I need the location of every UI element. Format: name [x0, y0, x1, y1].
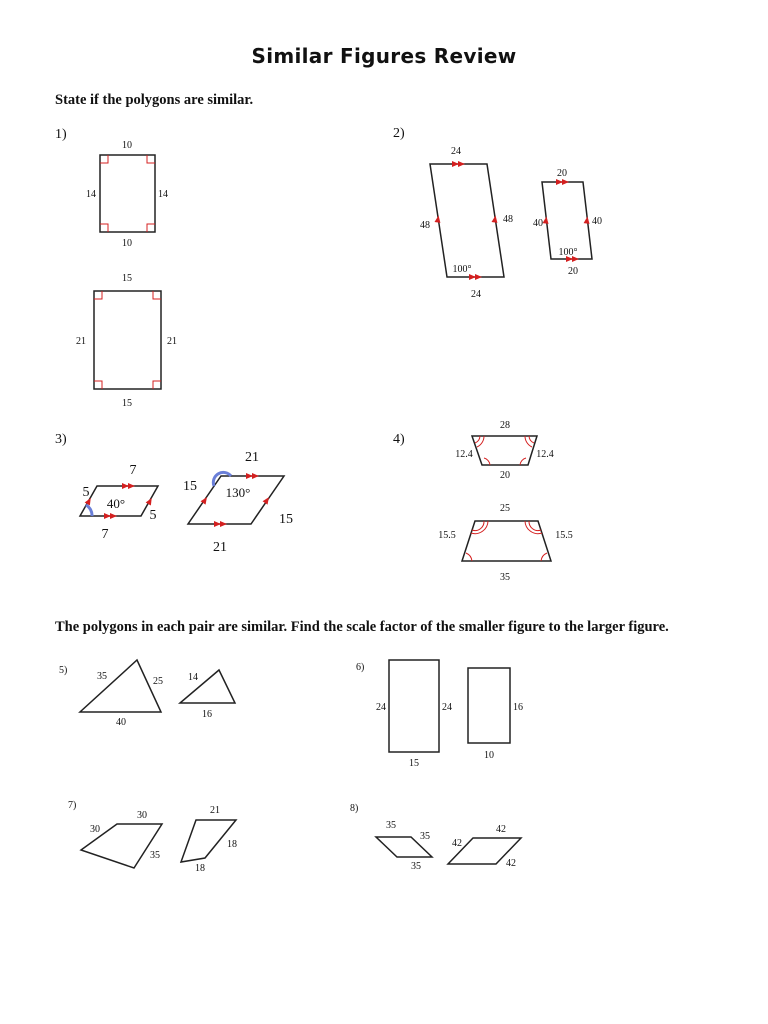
- side-label: 21: [213, 540, 227, 555]
- side-label: 30: [90, 824, 100, 835]
- side-label: 12.4: [536, 449, 554, 460]
- problem-number: 2): [393, 126, 405, 141]
- side-label: 40: [592, 216, 602, 227]
- parallelogram-b: [183, 450, 293, 555]
- side-label: 10: [122, 238, 132, 249]
- problem-number: 5): [59, 665, 68, 676]
- parallelogram-a: [80, 463, 158, 542]
- side-label: 35: [150, 850, 160, 861]
- side-label: 15.5: [555, 530, 573, 541]
- section1-instruction: State if the polygons are similar.: [55, 92, 254, 108]
- side-label: 15: [183, 479, 197, 494]
- side-label: 15: [122, 398, 132, 409]
- side-label: 15: [279, 512, 293, 527]
- angle-label: 100°: [558, 247, 578, 258]
- angle-label: 100°: [452, 264, 472, 275]
- side-label: 7: [129, 463, 137, 478]
- side-label: 10: [484, 750, 494, 761]
- problem-number: 6): [356, 662, 365, 673]
- side-label: 14: [86, 189, 96, 200]
- problem-number: 4): [393, 432, 405, 447]
- side-label: 24: [451, 146, 461, 157]
- side-label: 24: [376, 702, 386, 713]
- rectangle-a: [376, 660, 452, 769]
- rectangle-b: [468, 668, 523, 761]
- side-label: 12.4: [455, 449, 473, 460]
- problem-number: 1): [55, 127, 67, 142]
- side-label: 16: [513, 702, 523, 713]
- parallelogram-b: [448, 824, 521, 869]
- side-label: 48: [503, 214, 513, 225]
- side-label: 30: [137, 810, 147, 821]
- side-label: 21: [245, 450, 259, 465]
- parallelogram-a: [420, 146, 513, 300]
- problem-5: [59, 660, 235, 728]
- rectangle-b: [76, 273, 177, 409]
- side-label: 15: [409, 758, 419, 769]
- side-label: 25: [500, 503, 510, 514]
- problem-3: [55, 432, 293, 555]
- problem-2: [393, 126, 602, 300]
- side-label: 15: [122, 273, 132, 284]
- problem-4: [393, 420, 573, 583]
- side-label: 21: [210, 805, 220, 816]
- side-label: 21: [76, 336, 86, 347]
- angle-label: 130°: [225, 485, 251, 500]
- parallelogram-a: [376, 820, 432, 872]
- side-label: 35: [386, 820, 396, 831]
- side-label: 28: [500, 420, 510, 431]
- side-label: 25: [153, 676, 163, 687]
- section2-instruction: The polygons in each pair are similar. Find the scale factor of the smaller figure to the larger figure.: [55, 619, 669, 635]
- rectangle-a: [86, 140, 168, 249]
- side-label: 18: [227, 839, 237, 850]
- side-label: 42: [506, 858, 516, 869]
- side-label: 35: [500, 572, 510, 583]
- side-label: 24: [442, 702, 452, 713]
- side-label: 40: [116, 717, 126, 728]
- side-label: 35: [97, 671, 107, 682]
- side-label: 42: [452, 838, 462, 849]
- problem-8: [350, 803, 521, 872]
- side-label: 15.5: [438, 530, 456, 541]
- side-label: 21: [167, 336, 177, 347]
- quadrilateral-b: [181, 805, 237, 874]
- side-label: 5: [82, 485, 90, 500]
- triangle-b: [180, 670, 235, 720]
- side-label: 20: [568, 266, 578, 277]
- side-label: 40: [533, 218, 543, 229]
- problem-number: 7): [68, 800, 77, 811]
- problem-1: [55, 127, 177, 409]
- side-label: 7: [101, 527, 109, 542]
- angle-label: 40°: [106, 496, 126, 511]
- side-label: 10: [122, 140, 132, 151]
- triangle-a: [80, 660, 163, 728]
- side-label: 24: [471, 289, 481, 300]
- trapezoid-b: [438, 503, 573, 583]
- problem-number: 8): [350, 803, 359, 814]
- side-label: 18: [195, 863, 205, 874]
- side-label: 14: [188, 672, 198, 683]
- side-label: 35: [411, 861, 421, 872]
- problem-6: [356, 660, 523, 769]
- quadrilateral-a: [81, 810, 162, 868]
- side-label: 20: [500, 470, 510, 481]
- side-label: 42: [496, 824, 506, 835]
- problem-number: 3): [55, 432, 67, 447]
- side-label: 48: [420, 220, 430, 231]
- side-label: 14: [158, 189, 168, 200]
- problem-7: [68, 800, 237, 874]
- side-label: 35: [420, 831, 430, 842]
- side-label: 16: [202, 709, 212, 720]
- parallelogram-b: [533, 168, 602, 277]
- side-label: 20: [557, 168, 567, 179]
- page-title: Similar Figures Review: [251, 44, 517, 68]
- trapezoid-a: [455, 420, 554, 481]
- side-label: 5: [149, 508, 157, 523]
